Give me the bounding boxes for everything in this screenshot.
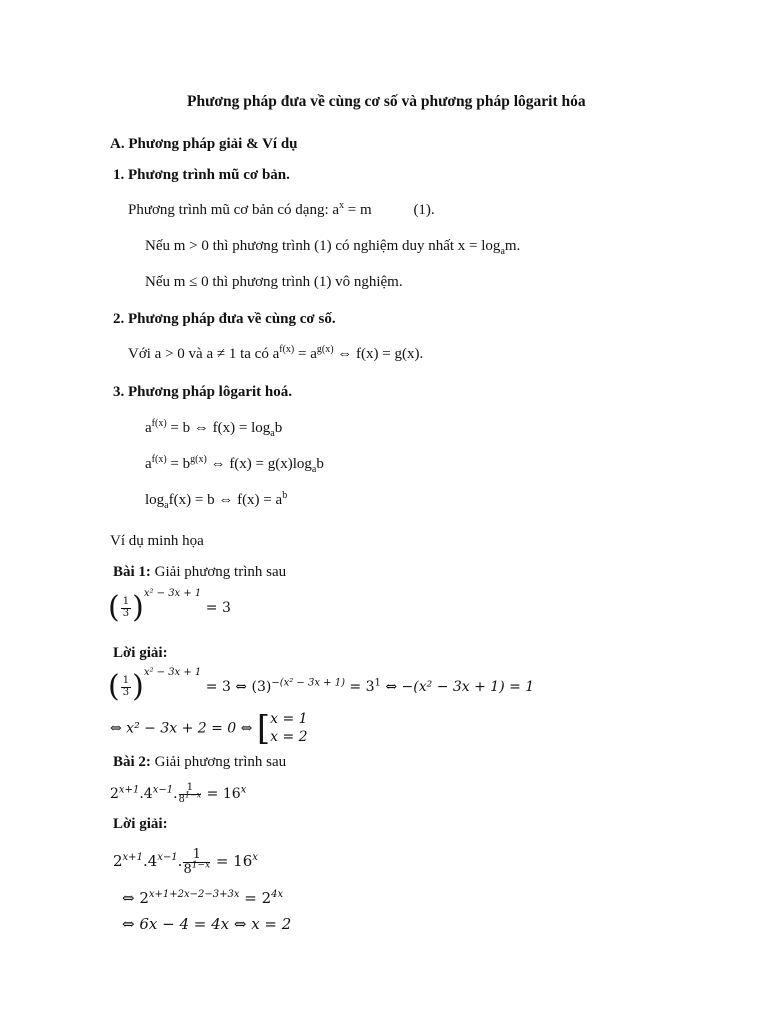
dot: . <box>139 786 144 802</box>
text: = a <box>294 346 317 362</box>
exercise-label: Bài 1: <box>113 564 151 580</box>
den-base: 8 <box>183 861 192 877</box>
heading-2: 2. Phương pháp đưa về cùng cơ số. <box>113 311 336 327</box>
superscript: b <box>282 490 288 501</box>
den-base: 8 <box>178 793 185 805</box>
exercise-2-equation <box>110 783 246 805</box>
text: = 3 <box>344 679 375 695</box>
text: ⇔ x² − 3x + 2 = 0 ⇔ <box>110 720 257 737</box>
superscript: g(x) <box>316 344 334 355</box>
denominator: 3 <box>122 686 130 698</box>
page-title: Phương pháp đưa về cùng cơ số và phương pháp lôgarit hóa <box>187 93 586 110</box>
text: = b <box>166 456 191 472</box>
text: a <box>145 456 152 472</box>
exercise-label: Bài 2: <box>113 754 151 770</box>
solution-2-line-2 <box>122 889 283 907</box>
text: f(x) = b ⇔ f(x) = a <box>168 492 283 508</box>
exponent: 1 <box>374 677 381 689</box>
examples-heading: Ví dụ minh họa <box>110 533 204 549</box>
exercise-1 <box>113 563 286 581</box>
solution-2-line-1 <box>113 848 258 876</box>
close-paren: ) <box>132 669 144 704</box>
text: = 16 <box>202 786 241 802</box>
heading-1: 1. Phương trình mũ cơ bản. <box>113 167 290 183</box>
section-a-heading: A. Phương pháp giải & Ví dụ <box>110 136 298 152</box>
open-paren: ( <box>108 590 120 625</box>
superscript: f(x) <box>151 454 167 465</box>
fraction <box>121 676 131 698</box>
exercise-text: Giải phương trình sau <box>150 754 287 770</box>
base: 4 <box>147 852 158 871</box>
exponent: 4x <box>271 889 284 900</box>
text: Với a > 0 và a ≠ 1 ta có a <box>128 346 280 362</box>
text: = 16 <box>211 852 253 871</box>
exponent: x−1 <box>157 852 178 864</box>
paragraph-basic-form <box>128 201 435 219</box>
exponent: x−1 <box>152 784 174 796</box>
case-2: x = 2 <box>270 728 308 745</box>
denominator <box>178 790 202 806</box>
numerator: 1 <box>122 675 130 686</box>
formula-log-3 <box>145 491 287 509</box>
text: = 3 ⇔ (3) <box>201 679 272 695</box>
equation-ref: (1). <box>413 202 435 218</box>
formula-log-2 <box>145 455 324 473</box>
close-paren: ) <box>132 590 144 625</box>
denominator <box>183 860 211 877</box>
text: = b ⇔ f(x) = log <box>166 420 271 436</box>
paragraph-m-nonpositive: Nếu m ≤ 0 thì phương trình (1) vô nghiệm. <box>145 274 403 290</box>
base: 2 <box>113 852 123 871</box>
subscript: a <box>164 500 169 511</box>
exponent: x² − 3x + 1 <box>143 588 202 600</box>
den-exponent: 1−x <box>184 790 202 800</box>
text: log <box>145 492 165 508</box>
dot: . <box>142 852 148 871</box>
text: b <box>274 420 283 436</box>
superscript: g(x) <box>190 454 207 465</box>
subscript: a <box>311 464 317 475</box>
exponent: −(x² − 3x + 1) <box>271 677 345 689</box>
exponent: x+1 <box>118 784 140 796</box>
base: 4 <box>143 786 153 802</box>
paragraph-m-positive <box>145 237 520 255</box>
superscript: f(x) <box>279 344 295 355</box>
bracket: [ <box>256 708 271 749</box>
paragraph-same-base <box>128 345 423 363</box>
subscript: a <box>270 428 275 439</box>
solution-1-line-1 <box>108 667 535 704</box>
exponent: x² − 3x + 1 <box>143 667 202 679</box>
exercise-1-equation <box>108 588 231 625</box>
fraction <box>121 597 131 619</box>
exponent: x+1 <box>122 852 143 864</box>
text: = 2 <box>239 889 272 907</box>
fraction <box>179 783 202 805</box>
solution-1-label: Lời giải: <box>113 645 168 661</box>
subscript: a <box>500 246 505 257</box>
text: ⇔ −(x² − 3x + 1) = 1 <box>380 679 535 695</box>
superscript: f(x) <box>151 418 167 429</box>
text: b <box>316 456 324 472</box>
rhs: = 3 <box>201 600 231 616</box>
exercise-text: Giải phương trình sau <box>150 564 287 580</box>
solution-2-label: Lời giải: <box>113 816 168 832</box>
text: ⇔ 2 <box>122 889 149 907</box>
exponent: x <box>252 852 258 864</box>
dot: . <box>177 852 183 871</box>
heading-3: 3. Phương pháp lôgarit hoá. <box>113 384 293 400</box>
case-1: x = 1 <box>270 711 308 727</box>
cases <box>270 711 307 746</box>
exercise-2 <box>113 753 286 771</box>
text: Phương trình mũ cơ bản có dạng: a <box>128 202 340 218</box>
exponent: x+1+2x−2−3+3x <box>148 889 240 900</box>
dot: . <box>173 786 178 802</box>
text: = m <box>344 202 372 218</box>
text: ⇔ f(x) = g(x). <box>333 346 424 362</box>
numerator: 1 <box>179 783 202 795</box>
numerator: 1 <box>183 848 210 863</box>
base: 2 <box>110 786 119 802</box>
formula-log-1 <box>145 419 282 437</box>
text: m. <box>504 238 521 254</box>
exponent: x <box>240 784 247 796</box>
solution-1-line-2 <box>110 708 308 749</box>
text: ⇔ f(x) = g(x)log <box>206 456 312 472</box>
superscript: x <box>339 200 345 211</box>
text: a <box>145 420 152 436</box>
solution-2-line-3: ⇔ 6x − 4 = 4x ⇔ x = 2 <box>122 915 292 933</box>
open-paren: ( <box>108 669 120 704</box>
den-exponent: 1−x <box>191 860 211 871</box>
text: Nếu m > 0 thì phương trình (1) có nghiệm duy nhất x = log <box>145 238 501 254</box>
fraction <box>183 848 210 876</box>
denominator: 3 <box>122 607 130 619</box>
numerator: 1 <box>122 596 130 607</box>
